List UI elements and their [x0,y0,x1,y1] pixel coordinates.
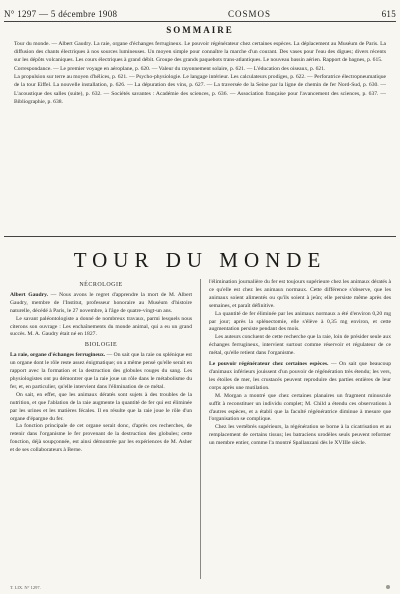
sommaire-paragraph: Correspondance. — Le premier voyage en aéroplane, p. 620. — Valeur du rayonnement solaire, p. 621. — L'éducation des oiseaux, p. 621. [14,65,326,72]
sommaire-title: SOMMAIRE [166,25,234,35]
article-paragraph: On sait, en effet, que les animaux dératés sont sujets à des troubles de la nutrition, et que l'ablation de la raie augmente la quantité de fer qui est éliminée par les urines et les matières fécales. Il en résulte que la raie joue le rôle d'un organe d'épargne du fer. [10,391,192,422]
article-heading: Le pouvoir régénérateur chez certaines espèces. [209,361,329,368]
page-number: 615 [381,9,396,19]
article-paragraph: Le savant paléontologiste a donné de nombreux travaux, parmi lesquels nous citerons son ouvrage : Les enchaînements du monde animal, qui a eu un grand succès. M. A. Gaudry était né en 1827. [10,315,192,338]
running-header [4,8,396,20]
rubric-biologie: BIOLOGIE [84,342,118,349]
sommaire-rule [4,236,396,237]
article-text: — On sait que beaucoup d'animaux inférieurs jouissent d'un pouvoir de régénération très étendu; les vers, les étoiles de mer, les crustacés peuvent reproduire des parties entières de leur corps après une mutilation. [209,361,391,391]
journal-name: COSMOS [227,9,271,19]
article-paragraph [10,292,192,316]
article-paragraph: M. Morgan a montré que chez certaines planaires un fragment minuscule suffit à reconstituer un individu complet; M. Child a étendu ces observations à d'autres espèces, et a établi que la faculté régénératrice diminue à mesure que l'organisation se complique. [209,392,391,423]
article-heading: La raie, organe d'échanges ferrugineux. [10,352,106,359]
ink-mark [386,585,390,589]
article-text: — Nous avons le regret d'apprendre la mort de M. Albert Gaudry, membre de l'Institut, professeur honoraire au Muséum d'histoire naturelle, décédé à Paris, le 27 novembre, à l'âge de quatre-vingt-un ans. [10,291,192,314]
issue-number: N° 1297 — 5 décembre 1908 [4,9,118,19]
right-column [209,279,391,584]
section-title: TOUR DU MONDE [73,248,327,272]
article-paragraph: La fonction principale de cet organe serait donc, d'après ces recherches, de retenir dans l'organisme le fer provenant de la destruction des globules; cette fonction, déjà soupçonnée, est ainsi démontrée par les expériences de M. Asher et de ses collaborateurs à Berne. [10,423,192,454]
column-divider [200,279,201,579]
left-column [10,279,192,584]
article-paragraph: l'élimination journalière du fer est toujours supérieure chez les animaux dératés à ce qu'elle est chez les animaux normaux. Cette différence s'observe, que les animaux soient alimentés ou qu'ils soient à jeûn; elle persiste même après des semaines, et paraît définitive. [209,279,391,309]
article-text: — On sait que la raie ou splénique est un organe dont le rôle reste assez énigmatique; on a même pensé qu'elle serait en rapport avec la formation et la destruction des globules rouges du sang. Les physiologistes ont pu démontrer que la raie joue un rôle dans le métabolisme du fer, et, en particulier, qu'elle intervient dans l'élimination de ce métal. [10,352,192,390]
article-paragraph: La quantité de fer éliminée par les animaux normaux a été d'environ 0,20 mg par jour; après la splénectomie, elle s'élève à 0,35 mg environ, et cette augmentation persiste pendant des mois. [209,310,391,333]
header-rule [4,21,396,22]
article-heading: Albert Gaudry. [10,291,49,298]
sommaire-paragraph: Tour du monde. — Albert Gaudry. La raie, organe d'échanges ferrugineux. Le pouvoir régénérateur chez certaines espèces. La déplacement au Muséum de Paris. La diffusion des chants électriques à nos sources lumineuses. Un moyen simple pour connaître la marche d'un courant. Des vases pour l'eau des digues; divers récents sur les dépôts volcaniques. Les cours électriques à grand débit. Groupe des grands paquebots trans-atlantiques. Le nouveau bassin aérien. Rapport de bagnes, p. 615. [14,41,386,64]
article-paragraph [10,352,192,392]
sommaire-body [14,40,386,230]
article-paragraph: Les auteurs concluent de cette recherche que la raie, loin de présider seule aux échanges ferrugineux, intervient surtout comme réservoir et régulateur de ce métal, qu'elle retient dans l'organisme. [209,334,391,357]
page-footer: T. LIX. N° 1297. [10,585,41,590]
rubric-necrologie: NÉCROLOGIE [79,282,123,288]
sommaire-paragraph: La propulsion sur terre au moyen d'hélices, p. 621. — Psycho-physiologie. Le langage intérieur. Les calculateurs prodiges, p. 622. — Perforatrice électropneumatique de la tour Eiffel. La nouvelle installation, p. 626. — La dépuration des vins, p. 627. — La traversée de la Seine par la ligne de chemin de fer Nord-Sud, p. 630. — L'acoustique des salles (suite), p. 632. — Sociétés savantes : Académie des sciences, p. 636. — Association française pour l'avancement des sciences, p. 637. — Bibliographie, p. 638. [14,74,386,105]
article-paragraph: Chez les vertébrés supérieurs, la régénération se borne à la cicatrisation et au remplacement de certains tissus; les batraciens urodèles seuls peuvent reformer un membre entier, comme l'a montré Spallanzani dès le XVIIIe siècle. [209,424,391,447]
article-paragraph [209,361,391,393]
